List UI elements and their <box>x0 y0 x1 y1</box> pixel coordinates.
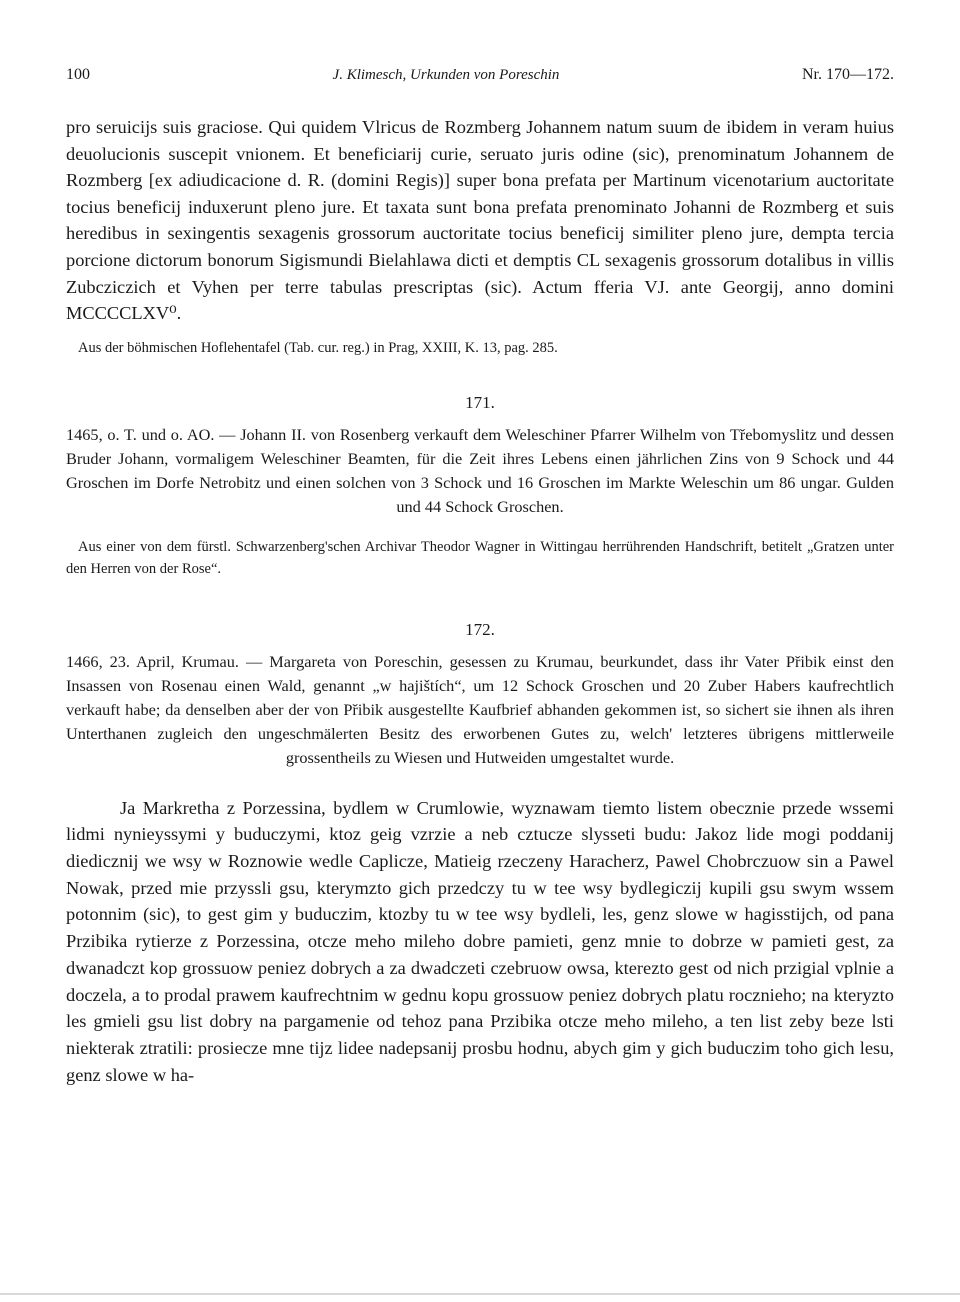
document-page <box>66 66 894 1088</box>
document-170-source: Aus der böhmischen Hoflehentafel (Tab. cur. reg.) in Prag, XXIII, K. 13, pag. 285. <box>78 339 558 356</box>
scan-edge-line <box>0 1293 960 1295</box>
document-171-regest: 1465, o. T. und o. AO. — Johann II. von Rosenberg verkauft dem Weleschiner Pfarrer Wilhelm von Třebomyslitz und dessen Bruder Johann, vormaligem Weleschiner Beamten, für die Zeit ihres Lebens einen jährlichen Zins von 9 Schock und 44 Groschen im Dorfe Netrobitz und einen solchen von 3 Schock und 16 Groschen im Markte Weleschin um 86 ungar. Gulden und 44 Schock Groschen. <box>66 424 894 517</box>
document-172-number: 172. <box>465 619 495 639</box>
document-171-number: 171. <box>465 392 495 412</box>
running-title: J. Klimesch, Urkunden von Poreschin <box>332 67 560 83</box>
document-172-text: Ja Markretha z Porzessina, bydlem w Crumlowie, wyznawam tiemto listem obecznie przede wssemi lidmi nynieyssymi y buduczymi, ktoz geig vzrzie a neb cztucze slysseti budu: Jakoz lide mogi poddanij diedicznij we wsy w Roznowie wedle Caplicze, Matieig rzeczeny Haracherz, Pawel Chobrczuow sin a Pawel Nowak, przed mie przyssli gsu, kterymzto gich przedczy tu w tee wsy bydlegiczij kupili gsu swym wssem potonnim (sic), to gest gim y buduczim, ktozby tu w tee wsy bydleli, les, genz slowe w hagisstijch, od pana Przibika rytierze z Porzessina, otcze meho mileho dobre pamieti, genz mnie to dobrze w pamieti gest, za dwanadczt kop grossuow peniez dobrych a za dwadczeti czebruow owsa, kterezto gest od nich przigial vplnie a doczela, a to prodal prawem kaufrechtnim w gednu kopu grossuow peniez dobrych platu rocznieho; na kteryzto les gmieli gsu list dobry na pargamenie od tehoz pana Przibika otcze meho mileho, a ten list zeby beze lsti niekterak ztratili: prosiecze mne tijz lidee nadepsanij prosbu hodnu, abych gim y gich buduczim toho gich lesu, genz slowe w ha- <box>66 797 894 1085</box>
document-172-regest: 1466, 23. April, Krumau. — Margareta von Poreschin, gesessen zu Krumau, beurkundet, dass ihr Vater Přibik einst den Insassen von Rosenau einen Wald, genannt „w hajištích“, um 12 Schock Groschen und 20 Zuber Habers kaufrechtlich verkauft habe; da denselben aber der von Přibik ausgestellte Kaufbrief abhanden gekommen ist, so sichert sie ihnen als ihren Unterthanen zugleich den ungeschmälerten Besitz des erworbenen Gutes zu, welch' letzteres übrigens mittlerweile grossentheils zu Wiesen und Hutweiden umgestaltet wurde. <box>66 651 894 768</box>
document-170-text: pro seruicijs suis graciose. Qui quidem Vlricus de Rozmberg Johannem natum suum de ibidem in veram huius deuolucionis suscepit vnionem. Et beneficiarij curie, seruato juris odine (sic), prenominatum Johannem de Rozmberg [ex adiudicacione d. R. (domini Regis)] super bona prefata per Martinum vicenotarium auctoritate tocius beneficij induxerunt pleno jure. Et taxata sunt bona prefata prenominato Johanni de Rozmberg et suis heredibus in sexingentis sexagenis grossorum auctoritate tocius beneficij similiter pleno jure, dempta tercia porcione dictorum bonorum Sigismundi Bielahlawa dicti et demptis CL sexagenis grossorum dotalibus in villis Zubcziczich et Vyhen per terre tabulas prescriptas (sic). Actum fferia VJ. ante Georgij, anno domini MCCCCLXV⁰. <box>66 117 894 324</box>
running-head <box>66 66 894 90</box>
page-number: 100 <box>66 66 90 83</box>
document-171-source: Aus einer von dem fürstl. Schwarzenberg'schen Archivar Theodor Wagner in Wittingau herrührenden Handschrift, betitelt „Gratzen unter den Herren von der Rose“. <box>66 538 894 577</box>
document-range: Nr. 170—172. <box>801 66 894 83</box>
